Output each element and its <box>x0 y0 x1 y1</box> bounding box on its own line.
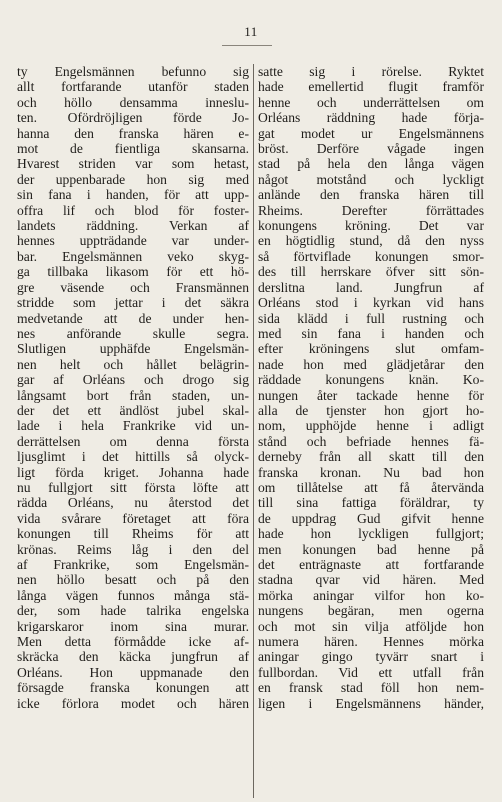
text-line: mörka aningar vilfor hon ko- <box>258 587 484 603</box>
text-line: Hvarest striden var som hetast, <box>17 156 249 172</box>
text-line: en fransk stad föll hon nem- <box>258 680 484 696</box>
text-line: aningar gingo tyvärr snart i <box>258 649 484 665</box>
text-line: offra lif och blod för foster- <box>17 202 249 218</box>
text-line: bar. Engelsmännen veko skyg- <box>17 248 249 264</box>
left-text-column <box>17 64 249 798</box>
text-line: Orléans stod i kyrkan vid hans <box>258 295 484 311</box>
text-line: ten. Ofördröjligen förde Jo- <box>17 110 249 126</box>
text-line: något motstånd och lyckligt <box>258 171 484 187</box>
text-line: nungens begäran, men ogerna <box>258 603 484 619</box>
text-line: gar af Orléans och drogo sig <box>17 372 249 388</box>
text-line: franska kronan. Nu bad hon <box>258 464 484 480</box>
text-line: rädda Orléans, nu återstod det <box>17 495 249 511</box>
text-line: sida klädd i full rustning och <box>258 310 484 326</box>
text-line: långsamt bort från staden, un- <box>17 387 249 403</box>
text-line: ljusglimt i det hittills så olyck- <box>17 449 249 465</box>
text-line: nu fullgjort sitt första löfte att <box>17 479 249 495</box>
text-line: anlände den franska hären till <box>258 187 484 203</box>
text-line: gat modet ur Engelsmännens <box>258 125 484 141</box>
text-line: stad på hela den långa vägen <box>258 156 484 172</box>
text-line: försagde franska konungen att <box>17 680 249 696</box>
text-line: långa vägen funnos många stä- <box>17 587 249 603</box>
text-line: Orléans räddning hade förja- <box>258 110 484 126</box>
text-line: satte sig i rörelse. Ryktet <box>258 64 484 79</box>
text-line: des till herrskare öfver sitt sön- <box>258 264 484 280</box>
text-line: der uppenbarade hon sig med <box>17 171 249 187</box>
text-line: till sina fattiga föräldrar, ty <box>258 495 484 511</box>
text-line: bröst. Derföre vågade ingen <box>258 141 484 157</box>
text-line: landets räddning. Verkan af <box>17 218 249 234</box>
text-line: gre väsende och Fransmännen <box>17 279 249 295</box>
right-text-column <box>258 64 484 798</box>
text-line: räddade konungens knän. Ko- <box>258 372 484 388</box>
text-line: en högtidlig stund, då den nyss <box>258 233 484 249</box>
text-line: sin fana i handen, för att upp- <box>17 187 249 203</box>
text-line: der, som hade talrika engelska <box>17 603 249 619</box>
text-line: konungens kröning. Det var <box>258 218 484 234</box>
text-line: hade hon lyckligen fullgjort; <box>258 526 484 542</box>
text-line: Orléans. Hon uppmanade den <box>17 664 249 680</box>
text-line: ty Engelsmännen befunno sig <box>17 64 249 79</box>
text-line: ga tillbaka likasom för ett hö- <box>17 264 249 280</box>
text-line: om tillåtelse att få återvända <box>258 479 484 495</box>
text-line: nungen åter tackade henne för <box>258 387 484 403</box>
text-line: stridde som jettar i det säkra <box>17 295 249 311</box>
text-line: hanna den franska hären e- <box>17 125 249 141</box>
text-line: konungen till Rheims för att <box>17 526 249 542</box>
text-line: Men detta förmådde icke af- <box>17 634 249 650</box>
text-line: nes anförande skulle segra. <box>17 325 249 341</box>
text-line: de uppdrag Gud gifvit henne <box>258 510 484 526</box>
text-line: af Frankrike, som Engelsmän- <box>17 557 249 572</box>
text-line: vida svårare företaget att föra <box>17 510 249 526</box>
text-line: Slutligen upphäfde Engelsmän- <box>17 341 249 357</box>
header-rule <box>222 45 272 46</box>
text-line: men konungen bad henne på <box>258 541 484 557</box>
text-line: henne och underrättelsen om <box>258 94 484 110</box>
page-number: 11 <box>244 24 258 39</box>
text-line: nen helt och hållet belägrin- <box>17 356 249 372</box>
text-line: allt fortfarande utanför staden <box>17 79 249 95</box>
text-line: der det ett ändlöst jubel skal- <box>17 402 249 418</box>
text-line: icke förlora modet och hären <box>17 695 249 711</box>
text-line: ligen i Engelsmännens händer, <box>258 695 484 711</box>
text-line: derslitna land. Jungfrun af <box>258 279 484 295</box>
text-line: Rheims. Derefter förrättades <box>258 202 484 218</box>
text-line: lade i hela Frankrike vid un- <box>17 418 249 434</box>
text-line: nade hon med glädjetårar den <box>258 356 484 372</box>
text-line: stånd och befriade hennes fä- <box>258 433 484 449</box>
text-line: alla de tjenster hon gjort ho- <box>258 402 484 418</box>
text-line: så förtviflade konungen smor- <box>258 248 484 264</box>
text-line: ligt förda kriget. Johanna hade <box>17 464 249 480</box>
text-line: nom, upphöjde henne i adligt <box>258 418 484 434</box>
text-line: krigarskaror inom sina murar. <box>17 618 249 634</box>
text-line: och mot sin vilja atföljde hon <box>258 618 484 634</box>
text-line: fullbordan. Vid ett utfall från <box>258 664 484 680</box>
text-line: derneby från all skatt till den <box>258 449 484 465</box>
text-line: stadna qvar vid hären. Med <box>258 572 484 588</box>
text-line: hade emellertid flugit framför <box>258 79 484 95</box>
text-line: hennes uppträdande var under- <box>17 233 249 249</box>
text-line: det enträgnaste att fortfarande <box>258 557 484 572</box>
text-line: krönas. Reims låg i den del <box>17 541 249 557</box>
text-line: medvetande att de under hen- <box>17 310 249 326</box>
text-line: nen höllo besatt och på den <box>17 572 249 588</box>
text-line: skräcka den käcka jungfrun af <box>17 649 249 665</box>
column-divider <box>253 64 254 798</box>
text-line: numera hären. Hennes mörka <box>258 634 484 650</box>
text-line: efter kröningens slut omfam- <box>258 341 484 357</box>
text-line: och höllo densamma inneslu- <box>17 94 249 110</box>
text-line: mot de fientliga skansarna. <box>17 141 249 157</box>
text-line: derrättelsen om denna första <box>17 433 249 449</box>
text-line: med sin fana i handen och <box>258 325 484 341</box>
